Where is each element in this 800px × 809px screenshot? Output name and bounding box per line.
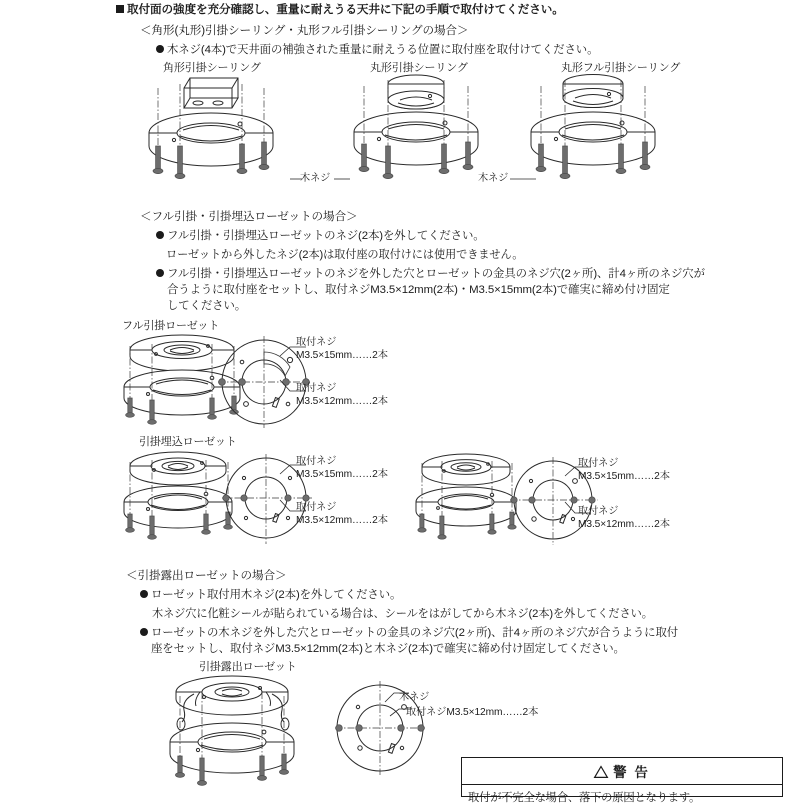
section2-heading: ＜フル引掛・引掛埋込ローゼットの場合＞ bbox=[140, 210, 358, 223]
round-full-rose-body bbox=[563, 75, 623, 108]
label-exposed-wood-screw: 木ネジ bbox=[399, 692, 430, 703]
mount-ring-base bbox=[531, 112, 655, 165]
figure-caption-exposed-rosette: 引掛露出ローゼット bbox=[199, 661, 297, 673]
label-embedded-left-screw-12-line1: 取付ネジ bbox=[296, 502, 337, 513]
section2-bullet-2-line1: フル引掛・引掛埋込ローゼットのネジを外した穴とローゼットの金具のネジ穴(2ヶ所)、計4ヶ所のネジ穴が bbox=[167, 268, 705, 280]
label-embedded-right-screw-15-line2: M3.5×15mm……2本 bbox=[578, 471, 670, 483]
label-embedded-right-screw-15-line1: 取付ネジ bbox=[578, 458, 619, 469]
section1-bullet-text: 木ネジ(4本)で天井面の補強された重量に耐えうる位置に取付座を取付けてください。 bbox=[167, 44, 599, 56]
section2-note-1-text: ローゼットから外したネジ(2本)は取付座の取付けには使用できません。 bbox=[166, 249, 524, 261]
label-full-rosette-screw-15-line1: 取付ネジ bbox=[296, 337, 337, 348]
figure-exposed-rosette bbox=[160, 672, 350, 792]
square-bullet-icon bbox=[116, 5, 124, 13]
mount-ring-base bbox=[170, 723, 294, 773]
figure-caption-full-rosette: フル引掛ローゼット bbox=[122, 320, 220, 332]
warning-triangle-icon bbox=[594, 766, 608, 778]
label-embedded-right-screw-15 bbox=[578, 457, 670, 483]
rosette-disc-upper bbox=[130, 452, 226, 485]
section2-bullet-2 bbox=[156, 266, 705, 283]
section2-bullet-2-line3: してください。 bbox=[167, 300, 247, 312]
label-embedded-left-screw-12-line2: M3.5×12mm……2本 bbox=[296, 515, 388, 527]
label-embedded-right-screw-12-line1: 取付ネジ bbox=[578, 506, 619, 517]
rosette-disc-upper bbox=[422, 454, 510, 485]
warning-title-text: 警 告 bbox=[613, 765, 650, 780]
label-full-rosette-screw-12-line2: M3.5×12mm……2本 bbox=[296, 396, 388, 408]
figure-caption-round-ceiling: 丸形引掛シーリング bbox=[370, 62, 468, 74]
section2-bullet-1-text: フル引掛・引掛埋込ローゼットのネジ(2本)を外してください。 bbox=[167, 230, 485, 242]
warning-body-text: 取付が不完全な場合、落下の原因となります。 bbox=[468, 792, 701, 804]
section3-bullet-1-text: ローゼット取付用木ネジ(2本)を外してください。 bbox=[151, 589, 402, 601]
figure-caption-round-full-ceiling: 丸形フル引掛シーリング bbox=[561, 62, 681, 74]
round-bullet-icon bbox=[156, 231, 164, 239]
wood-screw-label-fig3-text: 木ネジ bbox=[478, 173, 509, 184]
round-rose-body bbox=[388, 75, 444, 109]
section3-heading: ＜引掛露出ローゼットの場合＞ bbox=[126, 569, 287, 582]
section3-bullet-2 bbox=[140, 625, 678, 642]
square-rose-body bbox=[184, 78, 238, 108]
warning-title-row bbox=[462, 758, 782, 785]
figure-round-full-ceiling bbox=[527, 70, 727, 190]
label-embedded-left-screw-15 bbox=[296, 455, 388, 481]
intro-text: 取付面の強度を充分確認し、重量に耐えうる天井に下記の手順で取付けてください。 bbox=[127, 3, 564, 16]
round-bullet-icon bbox=[156, 269, 164, 277]
mount-ring-base bbox=[416, 487, 516, 526]
section2-bullet-1 bbox=[156, 228, 485, 245]
label-embedded-left-screw-15-line2: M3.5×15mm……2本 bbox=[296, 469, 388, 481]
section3-bullet-2-line2: 座をセットし、取付ネジM3.5×12mm(2本)と木ネジ(2本)で確実に締め付け固定してください。 bbox=[151, 643, 625, 655]
label-embedded-left-screw-12 bbox=[296, 501, 388, 527]
label-exposed-mount-screw: 取付ネジM3.5×12mm……2本 bbox=[406, 707, 539, 718]
label-full-rosette-screw-12 bbox=[296, 382, 388, 408]
round-bullet-icon bbox=[156, 45, 164, 53]
label-embedded-right-screw-12 bbox=[578, 505, 670, 531]
section3-bullet-1 bbox=[140, 587, 401, 604]
warning-box bbox=[461, 757, 783, 804]
round-bullet-icon bbox=[140, 628, 148, 636]
section1-heading: ＜角形(丸形)引掛シーリング・丸形フル引掛シーリングの場合＞ bbox=[140, 24, 469, 37]
figure-caption-square-ceiling: 角形引掛シーリング bbox=[163, 62, 261, 74]
wood-screw-label-fig2-text: 木ネジ bbox=[300, 173, 331, 184]
section3-bullet-2-line1: ローゼットの木ネジを外した穴とローゼットの金具のネジ穴(2ヶ所)、計4ヶ所のネジ穴が合うように取付 bbox=[151, 627, 679, 639]
mount-ring-base bbox=[354, 112, 478, 165]
rosette-disc-upper bbox=[176, 676, 288, 715]
mount-ring-base bbox=[149, 113, 273, 166]
figure-exposed-rosette-svg bbox=[160, 672, 350, 792]
label-full-rosette-screw-12-line1: 取付ネジ bbox=[296, 383, 337, 394]
label-embedded-right-screw-12-line2: M3.5×12mm……2本 bbox=[578, 519, 670, 531]
label-embedded-left-screw-15-line1: 取付ネジ bbox=[296, 456, 337, 467]
section2-note-1 bbox=[166, 247, 523, 263]
section1-bullet bbox=[156, 42, 598, 59]
intro-line bbox=[116, 2, 564, 19]
label-full-rosette-screw-15-line2: M3.5×15mm……2本 bbox=[296, 350, 388, 362]
section2-bullet-2-line2: 合うように取付座をセットし、取付ネジM3.5×12mm(2本)・M3.5×15mm(2本)で確実に締め付け固定 bbox=[167, 284, 670, 296]
label-full-rosette-screw-15 bbox=[296, 336, 388, 362]
figure-caption-embedded-rosette: 引掛埋込ローゼット bbox=[139, 436, 237, 448]
round-bullet-icon bbox=[140, 590, 148, 598]
figure-round-full-ceiling-svg bbox=[527, 70, 727, 190]
section3-note-1: 木ネジ穴に化粧シールが貼られている場合は、シールをはがしてから木ネジ(2本)を外してください。 bbox=[152, 608, 653, 620]
